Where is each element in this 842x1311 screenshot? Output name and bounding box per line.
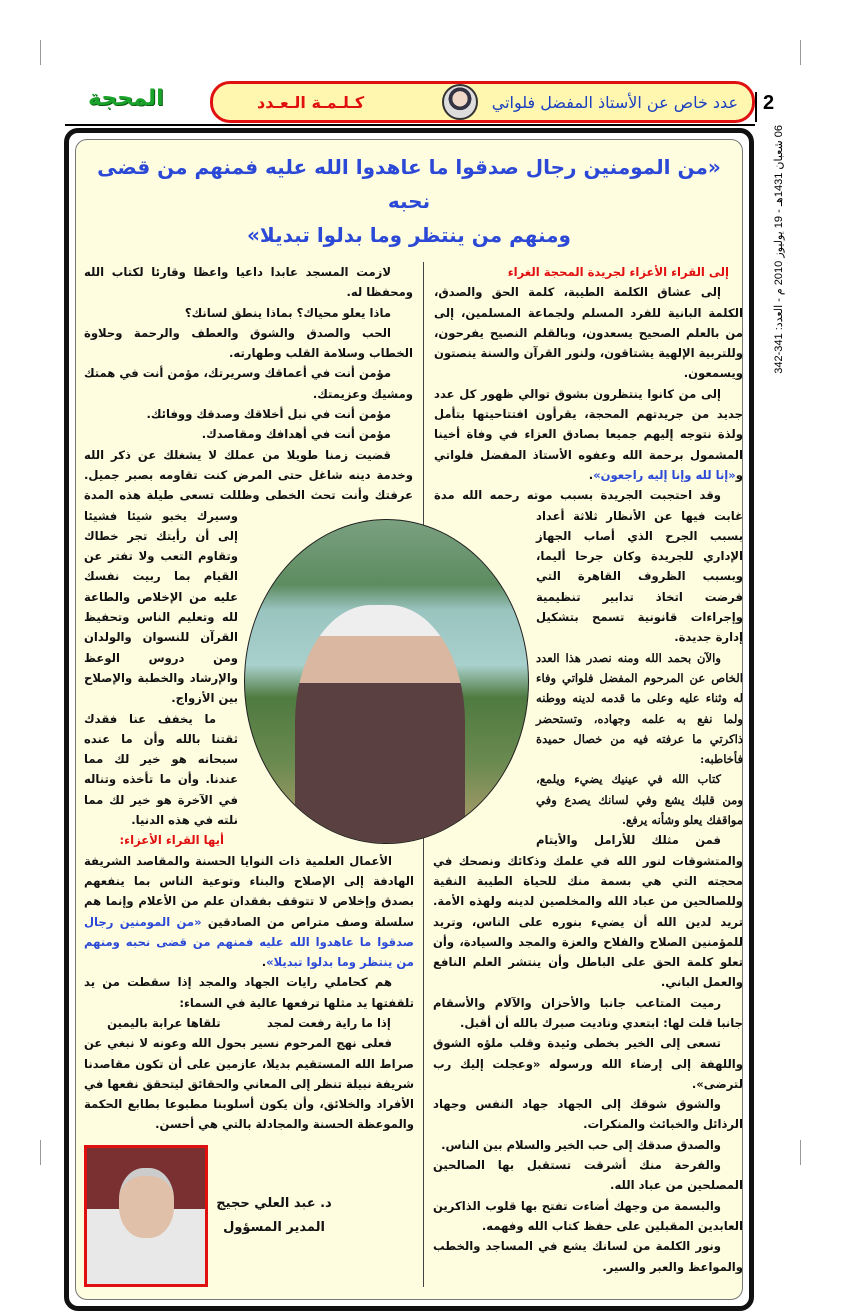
special-issue-label: عدد خاص عن الأستاذ المفضل فلواتي (491, 92, 738, 112)
column-heading: إلى القراء الأعزاء لجريدة المحجة الغراء (507, 265, 729, 279)
article-panel (75, 139, 743, 1300)
portrait-thumbnail (442, 84, 478, 120)
left-column: لازمت المسجد عابدا داعيا واعظا وقارئا لكتاب الله ومحفظا له. ماذا يعلو محياك؟ بماذا ينطق لسانك؟ الحب والصدق والشوق والعطف والرحمة وحلاوة الخطاب وسلامة القلب وطهارته. مؤمن أنت في أعماقك وسريرتك، مؤمن أنت في همتك ومشيك وعزيمتك. مؤمن أنت في نبل أخلاقك وصدقك ووفائك. مؤمن أنت في أهدافك ومقاصدك. قضيت زمنا طويلا من عملك لا يشغلك عن ذكر الله وخدمة دينه شاغل حتى المرض كنت تقاومه بصبر جميل. عرفتك وأنت تحث الخطى وظللت تسعى طيلة هذه المدة وسيرك يخبو شيئا فشيئا إلى أن رأيتك تجر خطاك وتقاوم التعب ولا تفتر عن القيام بما ربيت نفسك عليه من الإخلاص والطاعة لله وتعليم الناس وتحفيظ القرآن للنسوان والولدان ومن دروس الوعظ والإرشاد والخطبة والإصلاح بين الأزواج. ما يخفف عنا فقدك ثقتنا بالله وأن ما عنده سبحانه هو خير لك مما عندنا. وأن ما تأخذه وتناله في الآخرة هو خير لك مما نلته في هذه الدنيا. أيها القراء الأعزاء: الأعمال العلمية ذات النوايا الحسنة والمقاصد الشريفة الهادفة إلى الإصلاح والبناء وتوعية الناس بما ينفعهم بصدق وإخلاص لا تتوقف بفقدان علم من الأعلام وإنما هم سلسلة وصف متراص من الصادقين «من المومنين رجال صدقوا ما عاهدوا الله عليه فمنهم من قضى نحبه ومنهم من ينتظر وما بدلوا تبديلا». هم كحاملي رايات الجهاد والمجد إذا سقطت من يد تلقفتها يد مثلها ترفعها عالية في السماء: إذا ما راية رفعت لمجد تلقاها عرابة باليمين فعلى نهج المرحوم نسير بحول الله وعونه لا نبغي عن صراط الله المستقيم بديلا، عازمين على أن تكون مقاصدنا شريفة نبيلة تنظر إلى المعاني والحقائق ليتحقق نفعها في الأفراد والخلائق، وأن يكون أسلوبنا مطبوعا بطابع الحكمة والموعظة الحسنة والمجادلة بالتي هي أحسن. د. عبد العلي حجيج المدير المسؤول (84, 262, 414, 1287)
section-title: كـلـمـة الـعـدد (257, 92, 365, 112)
crop-mark (40, 1140, 41, 1165)
crop-mark (800, 1140, 801, 1165)
right-column: إلى القراء الأعزاء لجريدة المحجة الغراء إلى عشاق الكلمة الطيبة، كلمة الحق والصدق، الكلمة البانية للفرد المسلم ولجماعة المسلمين، إلى من بالعلم الصحيح يسعدون، وبالقلم النصيح يفرحون، وللتربية الإلهية يشتاقون، ولنور القرآن والسنة ينصتون ويسمعون. إلى من كانوا ينتظرون بشوق توالي ظهور كل عدد جديد من جريدتهم المحجة، يقرأون افتتاحيتها بتأمل ولذة نتوجه إليهم جميعا بصادق العزاء في وفاة أخينا المشمول برحمة الله وعفوه الأستاذ المفضل فلواتي و«إنا لله وإنا إليه راجعون». وقد احتجبت الجريدة بسبب موته رحمه الله مدة غابت فيها عن الأنظار ثلاثة أعداد بسبب الجرح الذي أصاب الجهاز الإداري للجريدة وكان جرحا أليما، وبسبب الظروف القاهرة التي فرضت اتخاذ تدابير تنظيمية وإجراءات قانونية تسمح بتشكيل إدارة جديدة. والآن بحمد الله ومنه نصدر هذا العدد الخاص عن المرحوم المفضل فلواتي وفاء له وثناء عليه وعلى ما قدمه لدينه ووطنه ولما نفع به علمه وجهاده، وتستحضر ذاكرتي ما عرفته فيه من خصال حميدة فأخاطبه: كتاب الله في عينيك يضيء ويلمع، ومن قلبك يشع وفي لسانك يصدع وفي مواقفك يعلو وشأنه يرفع. فمن مثلك للأرامل والأيتام والمتشوقات لنور الله في علمك وذكائك ونصحك في محجته التي هي بسمة منك للحياة الطيبة النقية وللصالحين من عباد الله والمخلصين لدينه ولهذه الأمة. تريد لدين الله أن يضيء بنوره على الناس، وتريد للمؤمنين الصلاح والفلاح والعزة والمجد والسيادة، وأن تعلو كلمة الحق على الباطل وأن ينتشر العلم النافع والعمل الباني. رميت المتاعب جانبا والأحزان والآلام والأسقام جانبا قلت لها: ابتعدي وناديت صبرك بالله أن أقبل. تسعى إلى الخير بخطى وئيدة وقلب ملؤه الشوق واللهفة إلى إرضاء الله ورسوله «وعجلت إليك رب لترضى». والشوق شوقك إلى الجهاد جهاد النفس وجهاد الرذائل والخبائث والمنكرات. والصدق صدقك إلى حب الخير والسلام بين الناس. والفرحة منك أشرقت تستقبل بها الصالحين المصلحين من عباد الله. والبسمة من وجهك أضاءت تفتح بها قلوب الذاكرين العابدين المقبلين على حفظ كتاب الله وفهمه. ونور الكلمة من لسانك يشع في المساجد والخطب والمواعظ والعبر والسير. (433, 262, 743, 1287)
signature-block (84, 1145, 414, 1287)
signature-title: المدير المسؤول (223, 1219, 325, 1235)
column-heading: أيها القراء الأعزاء: (119, 833, 224, 848)
newspaper-logo: المحجة (88, 86, 164, 111)
section-header (210, 81, 755, 123)
crop-mark (800, 40, 801, 65)
signature-name: د. عبد العلي حجيج (216, 1195, 332, 1211)
poem-verse: إذا ما راية رفعت لمجد تلقاها عرابة باليمين (107, 1015, 391, 1030)
article-frame (64, 128, 754, 1311)
page-number: 2 (763, 92, 775, 114)
director-photo (84, 1145, 208, 1287)
right-column-tribute: والآن بحمد الله ومنه نصدر هذا العدد الخاص عن المرحوم المفضل فلواتي وفاء له وثناء عليه وعلى ما قدمه لدينه ووطنه ولما نفع به علمه وجهاده، وتستحضر ذاكرتي ما عرفته فيه من خصال حميدة فأخاطبه: (536, 650, 743, 767)
page-number-divider (755, 92, 757, 122)
header-rule (65, 124, 755, 126)
article-title: «من المومنين رجال صدقوا ما عاهدوا الله عليه فمنهم من قضى نحبه ومنهم من ينتظر وما بدلوا تبديلا» (97, 155, 721, 247)
signature (214, 1192, 334, 1240)
crop-mark (40, 40, 41, 65)
article-columns (84, 262, 743, 1287)
issue-date: 06 شعبان 1431هـ - 19 يوليوز 2010 م - العدد: 341-342 (773, 125, 785, 374)
